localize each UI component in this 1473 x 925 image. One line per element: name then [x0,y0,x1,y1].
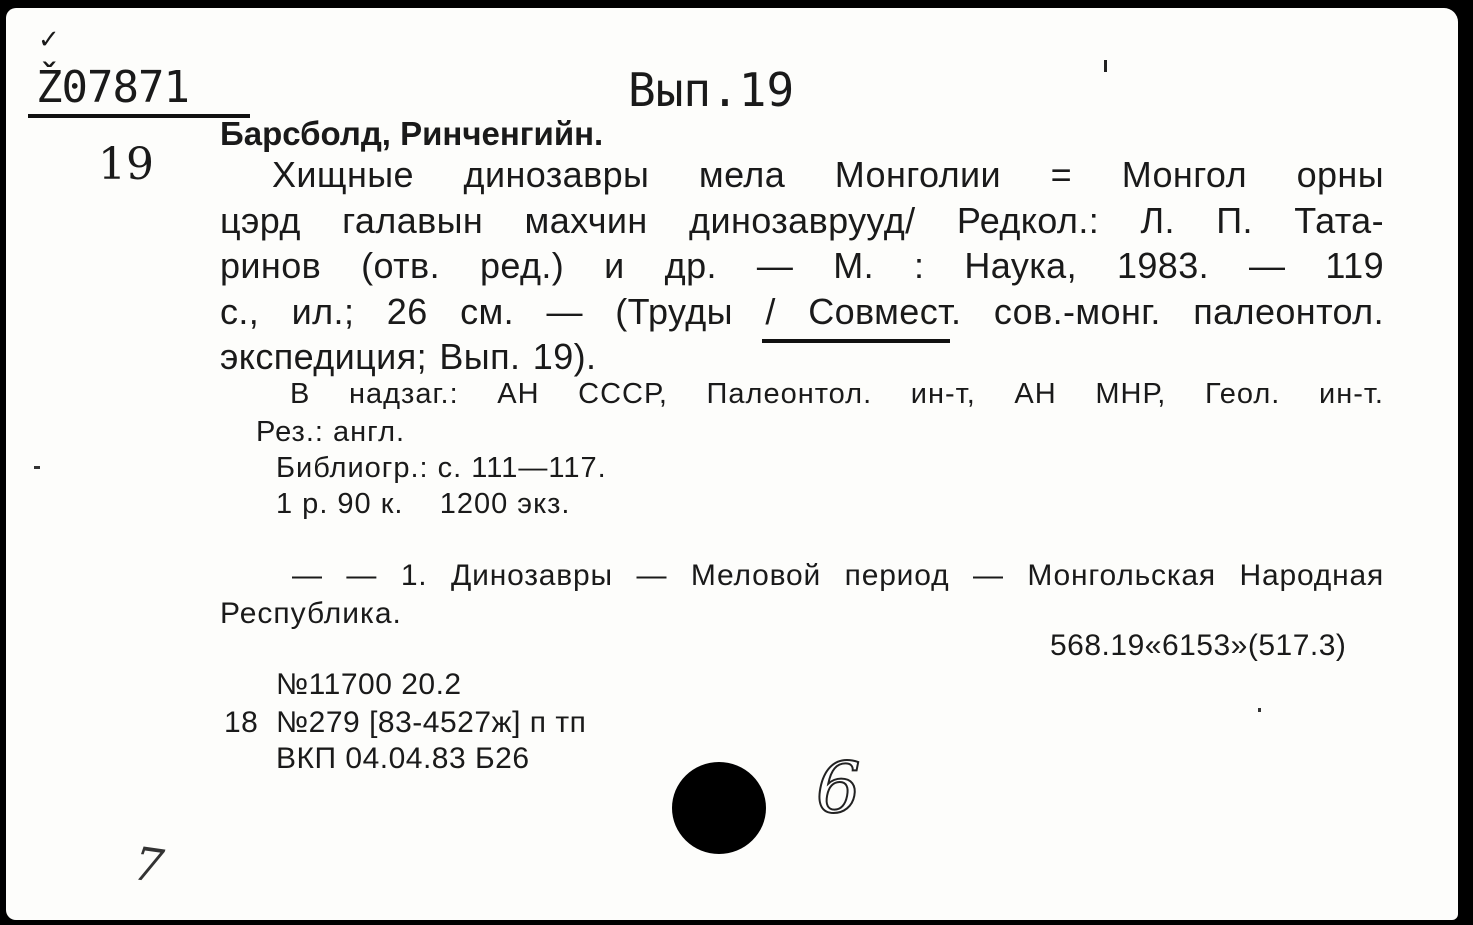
author-heading: Барсболд, Ринченгийн. [220,115,604,152]
subject-heading-continued: Республика. [220,597,402,630]
header-note: В надзаг.: АН СССР, Палеонтол. ин-т, АН МНР, Геол. ин-т. [290,378,1384,410]
volume-heading: Вып.19 [628,63,795,117]
pen-underline [762,339,950,343]
title-line: экспедиция; Вып. 19). [220,336,597,378]
title-line: цэрд галавын махчин динозаврууд/ Редкол.: Л. П. Тата- [220,199,1384,241]
title-line: ринов (отв. ред.) и др. — М. : Наука, 1983. — 119 [220,245,1384,287]
handwritten-six: 6 [816,747,861,829]
catalog-card [6,8,1458,920]
bibliography-note: Библиогр.: с. 111—117. [276,452,607,484]
title-line: Хищные динозавры мела Монголии = Монгол орны [272,154,1384,195]
ink-speck [1104,60,1107,72]
handwritten-seven: 7 [130,836,167,894]
title-description [220,152,1384,380]
registry-line: ВКП 04.04.83 Б26 [276,742,530,775]
check-mark-icon: ✓ [38,25,60,55]
registry-prefix: 18 [224,706,259,739]
registry-line: №11700 20.2 [276,668,462,701]
ink-speck [34,466,40,469]
price-run-note: 1 р. 90 к. 1200 экз. [276,488,571,520]
side-mark: 19 [98,139,154,190]
registry-line: №279 [83-4527ж] п тп [276,706,587,739]
ink-speck [1258,708,1261,712]
subject-heading: — — 1. Динозавры — Меловой период — Монгольская Народная [292,559,1384,592]
classification-number: 568.19«6153»(517.3) [1050,629,1347,662]
punched-dot [672,762,766,854]
shelfmark-underline [28,114,250,118]
title-line: с., ил.; 26 см. — (Труды / Совмест. сов.-монг. палеонтол. [220,290,1384,332]
summary-note: Рез.: англ. [256,416,406,448]
shelfmark: Ž07871 [36,62,189,113]
